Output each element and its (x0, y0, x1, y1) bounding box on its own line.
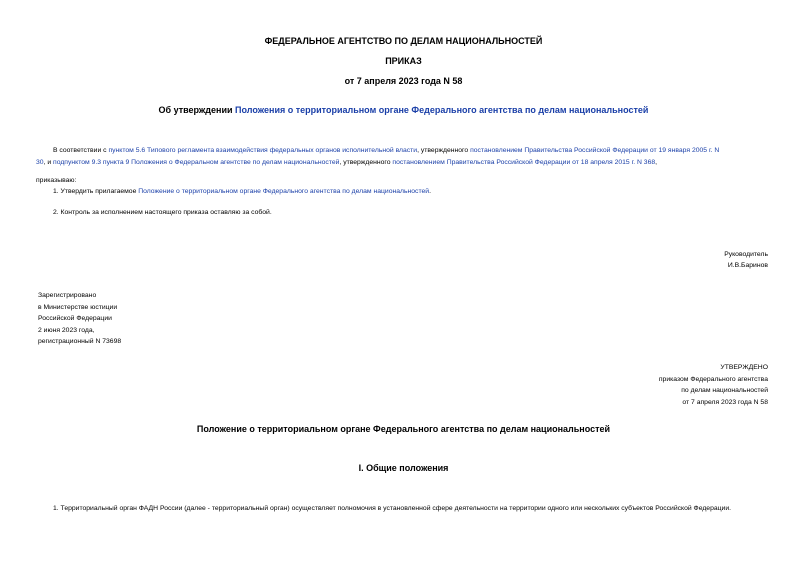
agency-name: ФЕДЕРАЛЬНОЕ АГЕНТСТВО ПО ДЕЛАМ НАЦИОНАЛЬНОСТЕЙ (264, 36, 543, 46)
approval-block (659, 362, 768, 408)
approval-line: от 7 апреля 2023 года N 58 (682, 398, 768, 406)
preamble-link-government-2005[interactable]: Правительства Российской Федерации от 19 января 2005 г. N (524, 147, 720, 154)
registration-line: 2 июня 2023 года, (38, 326, 95, 334)
registration-line: Зарегистрировано (38, 292, 97, 299)
preamble-link-number-30[interactable]: 30 (36, 158, 44, 166)
subject-link[interactable]: Положения о территориальном органе Федерального агентства по делам национальностей (235, 105, 649, 115)
approval-line: приказом Федерального агентства (658, 375, 768, 383)
document-subject (0, 105, 807, 115)
item-1-suffix: . (429, 188, 431, 195)
order-item-2: 2. Контроль за исполнением настоящего приказа оставляю за собой. (53, 209, 272, 216)
paragraph-1: 1. Территориальный орган ФАДН России (далее - территориальный орган) осуществляет полномочия в установленной сфере деятельности на территории одного или нескольких субъектов Российской Федерации. (53, 505, 732, 512)
preamble-text: , (655, 158, 658, 166)
order-word: приказываю: (36, 177, 77, 184)
signature-name: И.В.Баринов (727, 262, 768, 269)
signature-title: Руководитель (724, 251, 768, 258)
preamble-paragraph (36, 145, 772, 168)
preamble-text: , утвержденного (339, 158, 393, 166)
subject-prefix: Об утверждении (158, 105, 236, 115)
document-date: от 7 апреля 2023 года N 58 (344, 76, 463, 86)
approval-line: УТВЕРЖДЕНО (720, 364, 768, 371)
preamble-link-resolution[interactable]: постановлением (470, 147, 523, 154)
regulation-title: Положение о территориальном органе Федерального агентства по делам национальностей (196, 424, 611, 434)
registration-line: Российской Федерации (38, 315, 112, 322)
preamble-link-resolution-2[interactable]: постановлением (392, 158, 445, 166)
registration-line: в Министерстве юстиции (38, 303, 118, 311)
preamble-text: , и (43, 158, 54, 166)
preamble-link-subitem-9-3[interactable]: подпунктом 9.3 пункта 9 (53, 158, 130, 166)
item-1-link[interactable]: Положение о территориальном органе Федерального агентства по делам национальностей (138, 188, 430, 195)
registration-block (38, 290, 121, 348)
registration-line: регистрационный N 73698 (38, 338, 122, 345)
preamble-link-item-5-6[interactable]: пунктом 5.6 (108, 147, 146, 154)
preamble-link-typical-regulation[interactable]: Типового регламента взаимодействия федеральных органов исполнительной власти (147, 147, 418, 154)
item-1-prefix: 1. Утвердить прилагаемое (53, 188, 139, 195)
section-heading: I. Общие положения (358, 463, 449, 473)
preamble-text: В соответствии с (53, 147, 109, 154)
preamble-link-government-2015[interactable]: Правительства Российской Федерации от 18 апреля 2015 г. N 368 (446, 158, 656, 166)
document-type: ПРИКАЗ (385, 56, 422, 66)
approval-line: по делам национальностей (681, 387, 768, 394)
preamble-text: , утвержденного (417, 147, 471, 154)
order-item-1 (53, 186, 431, 198)
preamble-link-agency-regulation[interactable]: Положения о Федеральном агентстве по делам национальностей (131, 158, 340, 166)
